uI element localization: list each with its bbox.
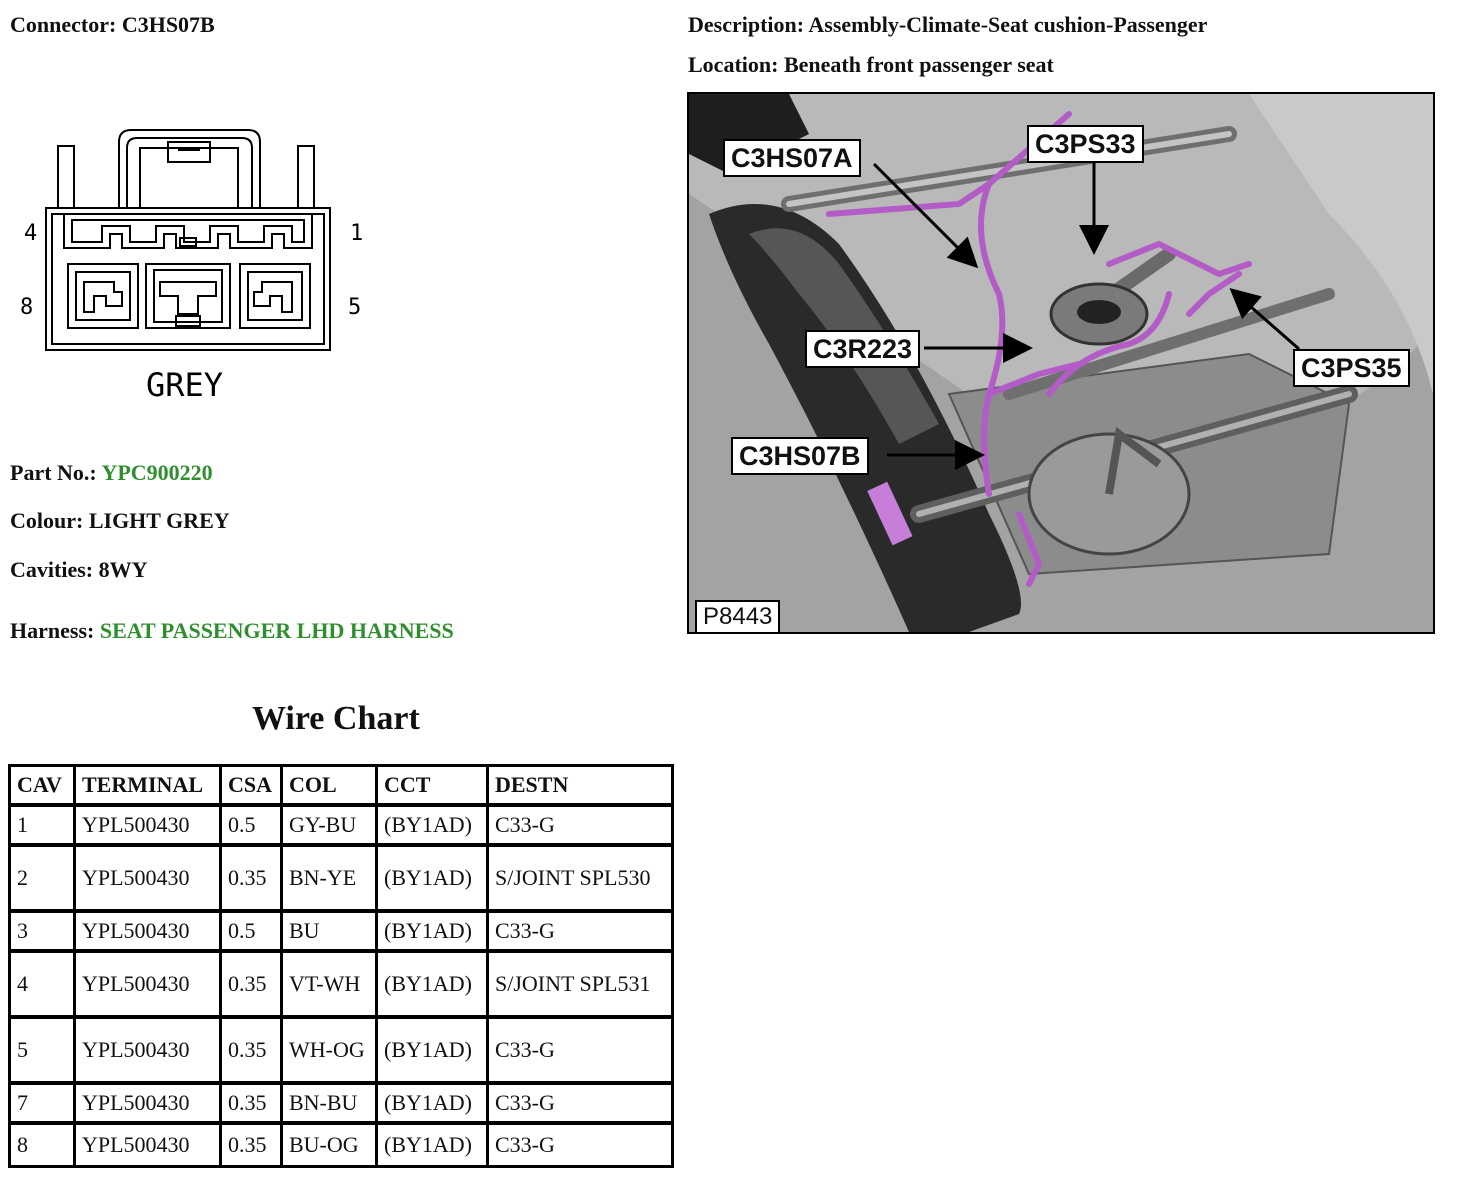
pin-label-8: 8 <box>20 295 34 320</box>
cell-col: BU-OG <box>283 1125 378 1165</box>
part-number-line <box>10 460 213 486</box>
cell-cav: 8 <box>11 1125 76 1165</box>
cell-destn: C33-G <box>489 807 671 847</box>
description-label: Description: <box>688 12 805 37</box>
wire-chart-title: Wire Chart <box>252 700 420 737</box>
cell-col: BN-BU <box>283 1085 378 1125</box>
callout-c3ps35: C3PS35 <box>1293 349 1410 387</box>
part-number-link[interactable]: YPC900220 <box>101 460 213 485</box>
cell-terminal: YPL500430 <box>76 913 222 953</box>
colour-label: Colour: <box>10 508 84 533</box>
cell-cav: 2 <box>11 847 76 913</box>
description-line <box>688 12 1207 38</box>
cell-terminal: YPL500430 <box>76 1125 222 1165</box>
pin-label-5: 5 <box>348 295 362 320</box>
cavities-value: 8WY <box>98 557 148 582</box>
location-value: Beneath front passenger seat <box>783 52 1054 77</box>
cell-terminal: YPL500430 <box>76 847 222 913</box>
connector-value: C3HS07B <box>121 12 215 37</box>
harness-line <box>10 618 454 644</box>
table-row <box>11 1125 671 1165</box>
cell-cct: (BY1AD) <box>378 953 489 1019</box>
cell-col: BN-YE <box>283 847 378 913</box>
table-row <box>11 807 671 847</box>
cell-cct: (BY1AD) <box>378 1019 489 1085</box>
cavities-line <box>10 557 147 583</box>
cell-terminal: YPL500430 <box>76 807 222 847</box>
table-row <box>11 1085 671 1125</box>
cell-terminal: YPL500430 <box>76 1019 222 1085</box>
connector-colour-text: GREY <box>146 366 224 404</box>
cell-cav: 5 <box>11 1019 76 1085</box>
cell-terminal: YPL500430 <box>76 953 222 1019</box>
cell-csa: 0.5 <box>222 807 283 847</box>
cell-cct: (BY1AD) <box>378 807 489 847</box>
harness-link[interactable]: SEAT PASSENGER LHD HARNESS <box>99 618 454 643</box>
wire-chart-table <box>8 764 674 1168</box>
cell-cav: 7 <box>11 1085 76 1125</box>
cell-cav: 4 <box>11 953 76 1019</box>
cell-csa: 0.35 <box>222 1125 283 1165</box>
pin-label-1: 1 <box>350 221 364 246</box>
cell-col: BU <box>283 913 378 953</box>
cell-terminal: YPL500430 <box>76 1085 222 1125</box>
cell-destn: C33-G <box>489 1085 671 1125</box>
colour-value: LIGHT GREY <box>88 508 230 533</box>
cell-csa: 0.35 <box>222 1019 283 1085</box>
table-row <box>11 913 671 953</box>
column-header-terminal: TERMINAL <box>76 767 222 807</box>
cell-cct: (BY1AD) <box>378 913 489 953</box>
table-row <box>11 1019 671 1085</box>
callout-c3ps33: C3PS33 <box>1027 125 1144 163</box>
harness-label: Harness: <box>10 618 95 643</box>
cavities-label: Cavities: <box>10 557 94 582</box>
cell-col: GY-BU <box>283 807 378 847</box>
table-row <box>11 953 671 1019</box>
description-value: Assembly-Climate-Seat cushion-Passenger <box>808 12 1208 37</box>
callout-c3r223: C3R223 <box>805 330 920 368</box>
cell-destn: S/JOINT SPL531 <box>489 953 671 1019</box>
cell-cct: (BY1AD) <box>378 1125 489 1165</box>
cell-csa: 0.35 <box>222 953 283 1019</box>
wire-chart-header-row <box>11 767 671 807</box>
connector-face-diagram <box>10 120 370 410</box>
cell-cav: 1 <box>11 807 76 847</box>
cell-cct: (BY1AD) <box>378 847 489 913</box>
cell-csa: 0.35 <box>222 847 283 913</box>
column-header-cct: CCT <box>378 767 489 807</box>
location-illustration <box>687 92 1435 634</box>
cell-csa: 0.5 <box>222 913 283 953</box>
connector-heading <box>10 12 215 38</box>
part-number-label: Part No.: <box>10 460 97 485</box>
cell-destn: C33-G <box>489 1019 671 1085</box>
pin-label-4: 4 <box>24 221 38 246</box>
cell-cav: 3 <box>11 913 76 953</box>
cell-destn: C33-G <box>495 1132 555 1157</box>
cell-destn: C33-G <box>489 913 671 953</box>
column-header-destn: DESTN <box>489 767 671 807</box>
table-row <box>11 847 671 913</box>
cell-cct: (BY1AD) <box>378 1085 489 1125</box>
column-header-col: COL <box>283 767 378 807</box>
cell-destn: S/JOINT SPL530 <box>489 847 671 913</box>
column-header-csa: CSA <box>222 767 283 807</box>
figure-reference: P8443 <box>695 600 780 634</box>
location-line <box>688 52 1054 78</box>
callout-c3hs07b: C3HS07B <box>731 437 869 475</box>
connector-label: Connector: <box>10 12 117 37</box>
column-header-cav: CAV <box>11 767 76 807</box>
cell-col: VT-WH <box>283 953 378 1019</box>
cell-col: WH-OG <box>283 1019 378 1085</box>
cell-csa: 0.35 <box>222 1085 283 1125</box>
location-label: Location: <box>688 52 779 77</box>
callout-c3hs07a: C3HS07A <box>723 139 861 177</box>
colour-line <box>10 508 230 534</box>
